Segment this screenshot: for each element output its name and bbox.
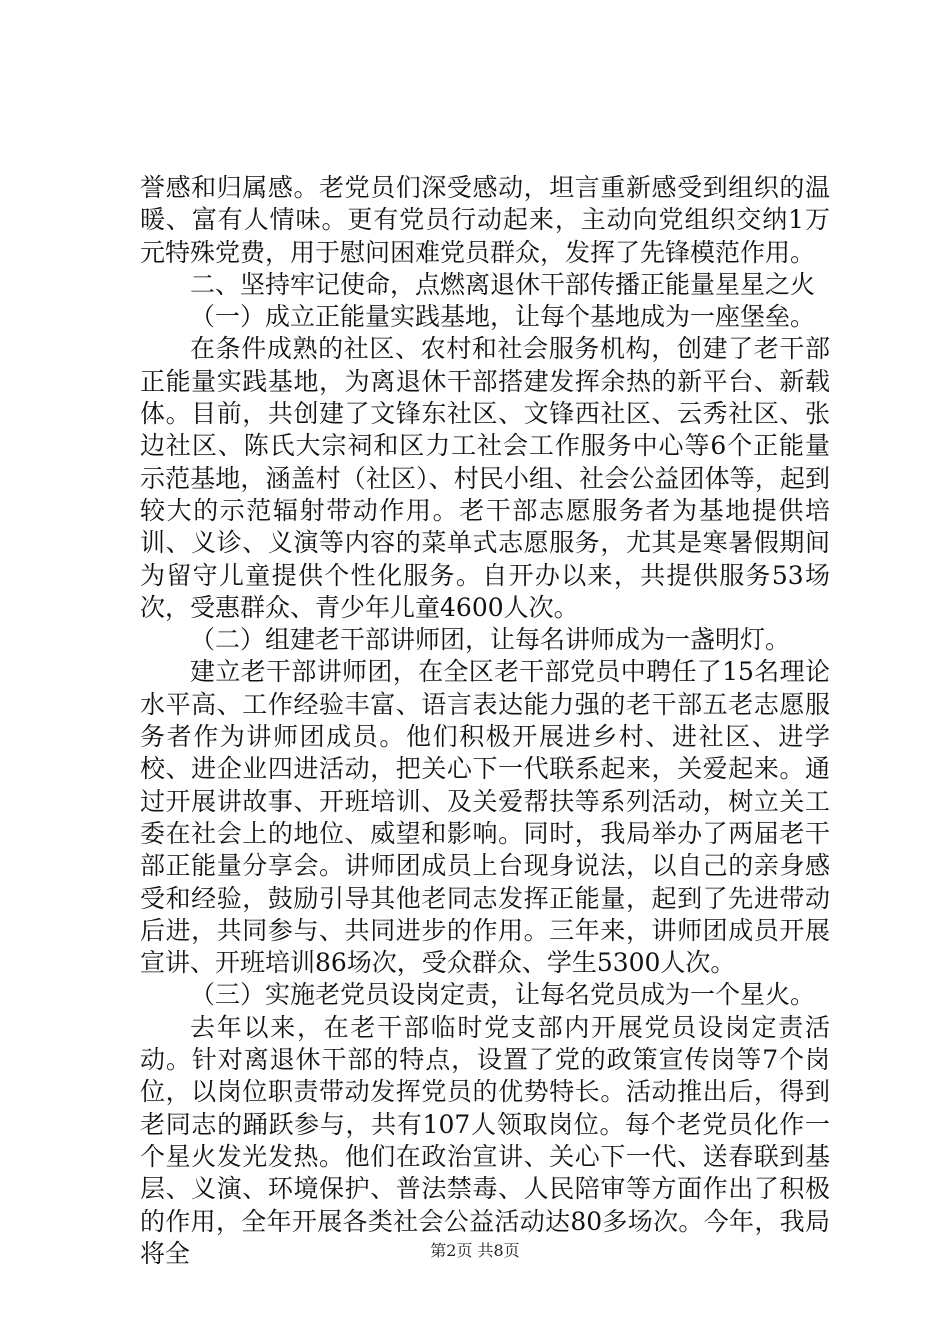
- subheading-2: （二）组建老干部讲师团，让每名讲师成为一盏明灯。: [190, 625, 791, 655]
- paragraph-post-duties: 去年以来，在老干部临时党支部内开展党员设岗定责活动。针对离退休干部的特点，设置了党的政策宣传岗等7个岗位，以岗位职责带动发挥党员的优势特长。活动推出后，得到老同志的踊跃参与，共有107人领取岗位。每个老党员化作一个星火发光发热。他们在政治宣讲、关心下一代、送春联到基层、义演、环境保护、普法禁毒、人民陪审等方面作出了积极的作用，全年开展各类社会公益活动达80多场次。今年，我局将全: [140, 1012, 830, 1268]
- body-text: [140, 172, 830, 1270]
- paragraph-practice-base: 在条件成熟的社区、农村和社会服务机构，创建了老干部正能量实践基地，为离退休干部搭建发挥余热的新平台、新载体。目前，共创建了文锋东社区、文锋西社区、云秀社区、张边社区、陈氏大宗祠和区力工社会工作服务中心等6个正能量示范基地，涵盖村（社区）、村民小组、社会公益团体等，起到较大的示范辐射带动作用。老干部志愿服务者为基地提供培训、义诊、义演等内容的菜单式志愿服务，尤其是寒暑假期间为留守儿童提供个性化服务。自开办以来，共提供服务53场次，受惠群众、青少年儿童4600人次。: [140, 334, 830, 622]
- page-footer: [0, 1241, 950, 1261]
- paragraph-lecture-group: 建立老干部讲师团，在全区老干部党员中聘任了15名理论水平高、工作经验丰富、语言表达能力强的老干部五老志愿服务者作为讲师团成员。他们积极开展进乡村、进社区、进学校、进企业四进活动，把关心下一代联系起来，关爱起来。通过开展讲故事、开班培训、及关爱帮扶等系列活动，树立关工委在社会上的地位、威望和影响。同时，我局举办了两届老干部正能量分享会。讲师团成员上台现身说法，以自己的亲身感受和经验，鼓励引导其他老同志发挥正能量，起到了先进带动后进，共同参与、共同进步的作用。三年来，讲师团成员开展宣讲、开班培训86场次，受众群众、学生5300人次。: [140, 657, 830, 978]
- subheading-1: （一）成立正能量实践基地，让每个基地成为一座堡垒。: [190, 302, 816, 332]
- page-number-label: 第2页 共8页: [430, 1241, 520, 1260]
- subheading-3: （三）实施老党员设岗定责，让每名党员成为一个星火。: [190, 980, 816, 1010]
- paragraph-continued: 誉感和归属感。老党员们深受感动，坦言重新感受到组织的温暖、富有人情味。更有党员行动起来，主动向党组织交纳1万元特殊党费，用于慰问困难党员群众，发挥了先锋模范作用。: [140, 173, 830, 267]
- section-heading-2: 二、坚持牢记使命，点燃离退休干部传播正能量星星之火: [190, 269, 816, 299]
